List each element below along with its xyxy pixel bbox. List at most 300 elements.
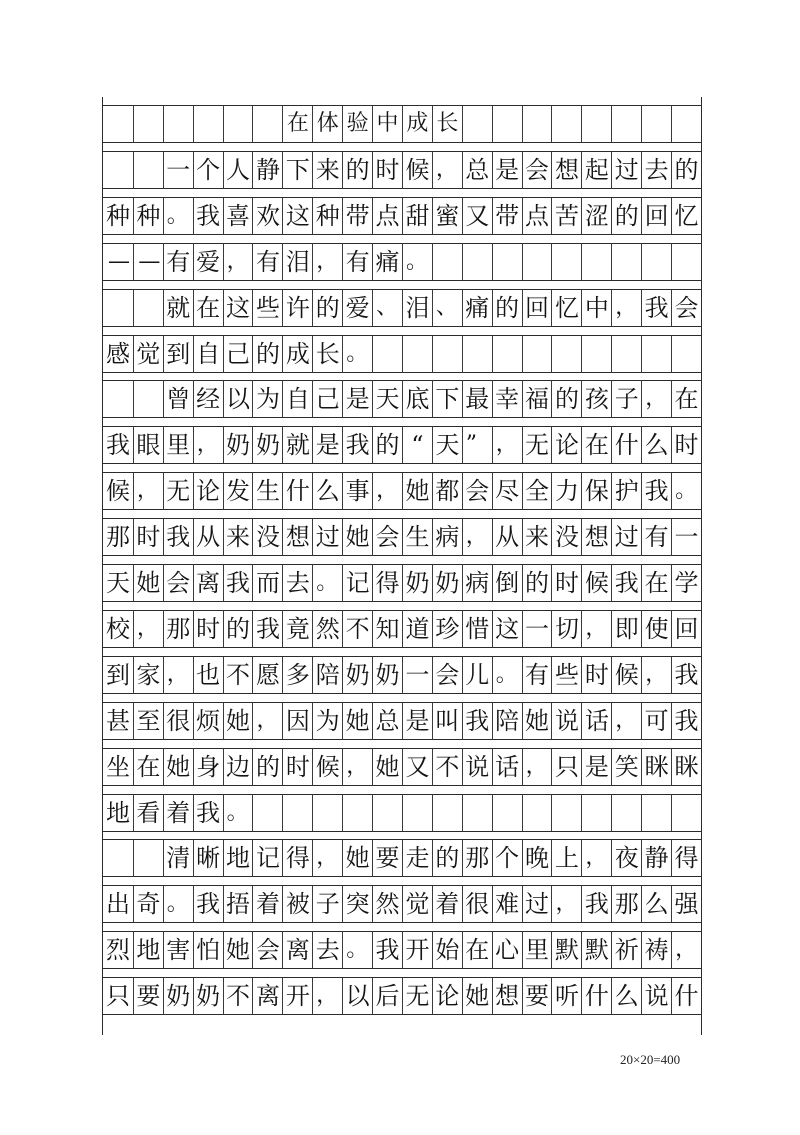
grid-cell: 忆	[551, 289, 581, 327]
grid-cell	[133, 839, 163, 877]
grid-cell: 的	[252, 748, 282, 786]
grid-cell: 都	[432, 472, 462, 510]
grid-cell: 来	[223, 518, 253, 556]
grid-cell	[163, 105, 193, 143]
grid-cell: 强	[671, 885, 701, 923]
grid-cell: 什	[611, 426, 641, 464]
grid-cell: 着	[252, 885, 282, 923]
grid-cell: 己	[223, 335, 253, 373]
grid-cell: 些	[551, 656, 581, 694]
grid-cell: 去	[282, 564, 312, 602]
grid-cell: 生	[402, 518, 432, 556]
grid-cell: 会	[163, 564, 193, 602]
grid-cell: “	[402, 426, 432, 464]
grid-cell: 长	[432, 105, 462, 143]
grid-cell: 着	[163, 794, 193, 832]
grid-cell: 奶	[252, 426, 282, 464]
grid-cell: 是	[312, 426, 342, 464]
grid-cell: 涩	[581, 197, 611, 235]
grid-cell: 烈	[103, 931, 133, 969]
grid-cell: 回	[522, 289, 552, 327]
grid-cell: ，	[522, 748, 552, 786]
grid-cell: 愿	[252, 656, 282, 694]
grid-cell	[402, 335, 432, 373]
grid-cell: 点	[372, 197, 402, 235]
text-row	[103, 931, 701, 969]
grid-cell: 会	[671, 289, 701, 327]
grid-cell: 这	[492, 610, 522, 648]
grid-cell: 过	[611, 151, 641, 189]
grid-cell: 就	[282, 426, 312, 464]
text-row	[103, 748, 701, 786]
grid-cell: 会	[252, 931, 282, 969]
grid-cell: 许	[282, 289, 312, 327]
grid-cell: ，	[252, 702, 282, 740]
grid-cell: 想	[581, 518, 611, 556]
grid-cell: 坐	[103, 748, 133, 786]
grid-cell: 我	[372, 931, 402, 969]
grid-cell: 论	[193, 472, 223, 510]
grid-cell	[551, 243, 581, 281]
grid-cell: 奇	[133, 885, 163, 923]
grid-cell: 我	[193, 794, 223, 832]
text-row	[103, 380, 701, 418]
grid-cell	[103, 380, 133, 418]
grid-cell: 些	[252, 289, 282, 327]
grid-cell: 为	[252, 380, 282, 418]
grid-cell: 出	[103, 885, 133, 923]
text-row	[103, 518, 701, 556]
grid-cell: 祈	[611, 931, 641, 969]
grid-cell: 么	[611, 977, 641, 1015]
grid-cell: 回	[671, 610, 701, 648]
grid-cell: 爱	[342, 289, 372, 327]
grid-cell: 的	[671, 151, 701, 189]
grid-cell: 爱	[193, 243, 223, 281]
grid-cell	[551, 335, 581, 373]
grid-cell: 说	[641, 977, 671, 1015]
grid-cell: 。	[312, 564, 342, 602]
grid-cell: 难	[492, 885, 522, 923]
grid-cell: 。	[492, 656, 522, 694]
grid-cell: 的	[432, 839, 462, 877]
grid-cell: 奶	[432, 564, 462, 602]
grid-cell: 在	[193, 289, 223, 327]
grid-cell: 种	[103, 197, 133, 235]
grid-cell: 话	[581, 702, 611, 740]
grid-cell	[641, 794, 671, 832]
grid-cell	[611, 335, 641, 373]
grid-cell: 是	[581, 748, 611, 786]
text-row	[103, 885, 701, 923]
grid-cell: 始	[432, 931, 462, 969]
grid-cell: 子	[312, 885, 342, 923]
grid-cell	[402, 794, 432, 832]
grid-cell: ，	[492, 426, 522, 464]
grid-cell: 是	[402, 702, 432, 740]
grid-cell: 可	[641, 702, 671, 740]
grid-cell: 陪	[312, 656, 342, 694]
grid-cell: 在	[671, 380, 701, 418]
grid-cell: 怕	[193, 931, 223, 969]
grid-cell: 在	[641, 564, 671, 602]
grid-cell: 她	[402, 472, 432, 510]
grid-cell: 不	[223, 656, 253, 694]
grid-cell: 想	[551, 151, 581, 189]
grid-cell: 捂	[223, 885, 253, 923]
grid-cell: 我	[193, 885, 223, 923]
grid-cell: 她	[133, 564, 163, 602]
grid-cell: 痛	[462, 289, 492, 327]
grid-cell: 己	[312, 380, 342, 418]
grid-cell	[133, 105, 163, 143]
grid-cell: 这	[223, 289, 253, 327]
grid-cell: 想	[282, 518, 312, 556]
grid-cell: 的	[342, 151, 372, 189]
grid-cell: 天	[432, 426, 462, 464]
grid-cell: 会	[462, 472, 492, 510]
composition-paper	[102, 97, 702, 1035]
grid-cell: 她	[223, 702, 253, 740]
grid-cell: 成	[282, 335, 312, 373]
grid-cell: 。	[223, 794, 253, 832]
grid-cell: ，	[641, 656, 671, 694]
grid-cell	[223, 105, 253, 143]
grid-cell: 她	[522, 702, 552, 740]
grid-cell: 长	[312, 335, 342, 373]
text-row	[103, 426, 701, 464]
grid-cell: 候	[103, 472, 133, 510]
grid-cell: 地	[103, 794, 133, 832]
grid-cell: 听	[551, 977, 581, 1015]
grid-cell: 即	[611, 610, 641, 648]
grid-cell: 然	[372, 885, 402, 923]
grid-cell: 晰	[193, 839, 223, 877]
grid-cell: 害	[163, 931, 193, 969]
grid-cell: 。	[342, 335, 372, 373]
grid-cell	[133, 289, 163, 327]
grid-cell: 因	[282, 702, 312, 740]
grid-cell: ，	[611, 702, 641, 740]
grid-cell: 她	[342, 839, 372, 877]
grid-cell: 又	[402, 748, 432, 786]
grid-cell: 下	[432, 380, 462, 418]
grid-cell: 从	[492, 518, 522, 556]
grid-cell: 眯	[641, 748, 671, 786]
grid-cell: 最	[462, 380, 492, 418]
grid-cell	[492, 335, 522, 373]
grid-cell: 蜜	[432, 197, 462, 235]
grid-cell: 候	[402, 151, 432, 189]
grid-cell	[581, 243, 611, 281]
grid-cell: 以	[223, 380, 253, 418]
grid-cell: 过	[611, 518, 641, 556]
grid-cell: ，	[551, 885, 581, 923]
grid-cell: 病	[432, 518, 462, 556]
grid-cell: 什	[671, 977, 701, 1015]
grid-cell: 儿	[462, 656, 492, 694]
grid-cell	[312, 794, 342, 832]
grid-cell: 得	[372, 564, 402, 602]
text-row	[103, 335, 701, 373]
grid-cell: 的	[252, 335, 282, 373]
grid-cell: 陪	[492, 702, 522, 740]
grid-cell: 静	[252, 151, 282, 189]
grid-cell: —	[133, 243, 163, 281]
grid-cell: 。	[163, 885, 193, 923]
grid-cell: 我	[641, 472, 671, 510]
grid-cell: 很	[163, 702, 193, 740]
grid-cell: 无	[163, 472, 193, 510]
grid-cell: 学	[671, 564, 701, 602]
text-row	[103, 794, 701, 832]
grid-cell: 。	[163, 197, 193, 235]
grid-cell: 孩	[581, 380, 611, 418]
grid-cell: 无	[522, 426, 552, 464]
grid-cell: 默	[551, 931, 581, 969]
grid-cell: 祷	[641, 931, 671, 969]
grid-cell: 一	[163, 151, 193, 189]
grid-cell: 是	[492, 151, 522, 189]
grid-cell: 校	[103, 610, 133, 648]
grid-cell: 知	[372, 610, 402, 648]
grid-cell	[522, 794, 552, 832]
grid-cell	[462, 243, 492, 281]
grid-cell	[492, 794, 522, 832]
grid-cell: 奶	[163, 977, 193, 1015]
grid-cell: 体	[312, 105, 342, 143]
grid-cell: 夜	[611, 839, 641, 877]
grid-cell: 底	[402, 380, 432, 418]
grid-cell: 不	[223, 977, 253, 1015]
grid-cell: 候	[611, 656, 641, 694]
grid-cell: 她	[372, 748, 402, 786]
grid-cell: 默	[581, 931, 611, 969]
grid-cell: 奶	[342, 656, 372, 694]
grid-cell: 天	[103, 564, 133, 602]
grid-cell: 要	[372, 839, 402, 877]
grid-cell	[611, 243, 641, 281]
grid-cell: 眼	[133, 426, 163, 464]
grid-cell: 经	[193, 380, 223, 418]
grid-cell	[103, 839, 133, 877]
grid-cell: 我	[671, 702, 701, 740]
grid-cell: 然	[312, 610, 342, 648]
text-row	[103, 243, 701, 281]
grid-cell: 候	[581, 564, 611, 602]
grid-cell: 总	[372, 702, 402, 740]
grid-cell: 一	[402, 656, 432, 694]
grid-cell: 验	[342, 105, 372, 143]
grid-cell: 不	[432, 748, 462, 786]
grid-cell: 种	[312, 197, 342, 235]
grid-cell: 福	[522, 380, 552, 418]
grid-cell: 她	[462, 977, 492, 1015]
grid-cell: 上	[551, 839, 581, 877]
grid-cell: 笑	[611, 748, 641, 786]
grid-cell: ，	[163, 656, 193, 694]
grid-cell	[252, 105, 282, 143]
grid-cell: 痛	[372, 243, 402, 281]
grid-cell: 有	[252, 243, 282, 281]
grid-cell: 不	[342, 610, 372, 648]
grid-cell: 来	[522, 518, 552, 556]
grid-cell: 静	[641, 839, 671, 877]
grid-cell: 带	[492, 197, 522, 235]
grid-cell: 力	[551, 472, 581, 510]
grid-cell	[522, 105, 552, 143]
grid-cell	[103, 105, 133, 143]
grid-cell: 心	[492, 931, 522, 969]
grid-cell: 护	[611, 472, 641, 510]
grid-cell: 么	[641, 885, 671, 923]
text-row	[103, 472, 701, 510]
grid-cell: 天	[372, 380, 402, 418]
grid-cell: 开	[402, 931, 432, 969]
text-row	[103, 151, 701, 189]
grid-cell: 奶	[193, 977, 223, 1015]
grid-cell: 成	[402, 105, 432, 143]
grid-cell: ，	[372, 472, 402, 510]
grid-cell: 又	[462, 197, 492, 235]
grid-cell: —	[103, 243, 133, 281]
grid-cell: 话	[492, 748, 522, 786]
grid-cell: ，	[671, 931, 701, 969]
grid-cell	[641, 243, 671, 281]
grid-cell: 奶	[223, 426, 253, 464]
grid-cell: 的	[372, 426, 402, 464]
grid-cell: 倒	[492, 564, 522, 602]
grid-cell: 在	[581, 426, 611, 464]
grid-cell: 家	[133, 656, 163, 694]
grid-cell: 时	[372, 151, 402, 189]
grid-cell: ，	[312, 839, 342, 877]
grid-cell	[641, 105, 671, 143]
grid-cell: 到	[163, 335, 193, 373]
grid-cell	[133, 380, 163, 418]
grid-cell: 烦	[193, 702, 223, 740]
grid-cell: 记	[252, 839, 282, 877]
grid-cell: 道	[402, 610, 432, 648]
grid-cell: 离	[193, 564, 223, 602]
grid-cell: 去	[641, 151, 671, 189]
grid-cell: ，	[342, 748, 372, 786]
grid-cell: 论	[432, 977, 462, 1015]
grid-cell: 她	[163, 748, 193, 786]
grid-cell: 什	[581, 977, 611, 1015]
grid-cell	[611, 794, 641, 832]
grid-cell	[103, 151, 133, 189]
grid-cell: 觉	[133, 335, 163, 373]
grid-cell: 候	[312, 748, 342, 786]
grid-cell: 事	[342, 472, 372, 510]
grid-cell: 病	[462, 564, 492, 602]
grid-cell: 生	[252, 472, 282, 510]
grid-cell: 开	[282, 977, 312, 1015]
grid-cell	[611, 105, 641, 143]
grid-cell: 得	[671, 839, 701, 877]
grid-cell: ，	[581, 839, 611, 877]
grid-cell: 泪	[402, 289, 432, 327]
grid-cell: 那	[163, 610, 193, 648]
grid-cell: 被	[282, 885, 312, 923]
grid-cell: 起	[581, 151, 611, 189]
grid-cell: 惜	[462, 610, 492, 648]
grid-cell	[671, 105, 701, 143]
grid-cell: 自	[193, 335, 223, 373]
grid-cell: 的	[492, 289, 522, 327]
grid-cell: 说	[551, 702, 581, 740]
title-row	[103, 105, 701, 143]
grid-cell: 。	[402, 243, 432, 281]
grid-cell: 地	[133, 931, 163, 969]
grid-cell: 后	[372, 977, 402, 1015]
grid-cell: 发	[223, 472, 253, 510]
grid-cell: 到	[103, 656, 133, 694]
grid-count-label: 20×20=400	[620, 1052, 681, 1067]
grid-cell: ，	[193, 426, 223, 464]
grid-cell: 、	[432, 289, 462, 327]
grid-cell: 地	[223, 839, 253, 877]
grid-cell: 一	[671, 518, 701, 556]
grid-cell: 中	[372, 105, 402, 143]
grid-cell: 时	[581, 656, 611, 694]
grid-cell: 晚	[522, 839, 552, 877]
grid-cell: 觉	[402, 885, 432, 923]
grid-cell: 以	[342, 977, 372, 1015]
grid-cell: 那	[611, 885, 641, 923]
grid-cell	[193, 105, 223, 143]
grid-cell: 我	[611, 564, 641, 602]
grid-cell	[462, 105, 492, 143]
grid-cell: 多	[282, 656, 312, 694]
grid-cell: 突	[342, 885, 372, 923]
grid-cell: 是	[342, 380, 372, 418]
grid-cell: 叫	[432, 702, 462, 740]
grid-cell: 只	[551, 748, 581, 786]
grid-cell	[641, 335, 671, 373]
grid-cell: ，	[133, 610, 163, 648]
grid-cell: 。	[342, 931, 372, 969]
grid-cell: 她	[223, 931, 253, 969]
grid-cell: 为	[312, 702, 342, 740]
grid-cell: 身	[193, 748, 223, 786]
grid-cell: 幸	[492, 380, 522, 418]
grid-cell: 下	[282, 151, 312, 189]
grid-cell: 无	[402, 977, 432, 1015]
grid-cell: 要	[522, 977, 552, 1015]
grid-cell: 她	[342, 702, 372, 740]
grid-cell	[282, 794, 312, 832]
grid-cell: 我	[223, 564, 253, 602]
grid-cell: 全	[522, 472, 552, 510]
grid-cell: 曾	[163, 380, 193, 418]
grid-cell: 着	[432, 885, 462, 923]
grid-cell: 只	[103, 977, 133, 1015]
grid-cell: 甜	[402, 197, 432, 235]
grid-cell: 欢	[252, 197, 282, 235]
grid-cell: ，	[312, 243, 342, 281]
grid-cell: 清	[163, 839, 193, 877]
grid-cell: ”	[462, 426, 492, 464]
grid-cell: 的	[312, 289, 342, 327]
grid-cell	[133, 151, 163, 189]
grid-cell: ，	[133, 472, 163, 510]
grid-cell: 会	[372, 518, 402, 556]
grid-cell	[581, 794, 611, 832]
text-row	[103, 289, 701, 327]
grid-cell: 她	[342, 518, 372, 556]
